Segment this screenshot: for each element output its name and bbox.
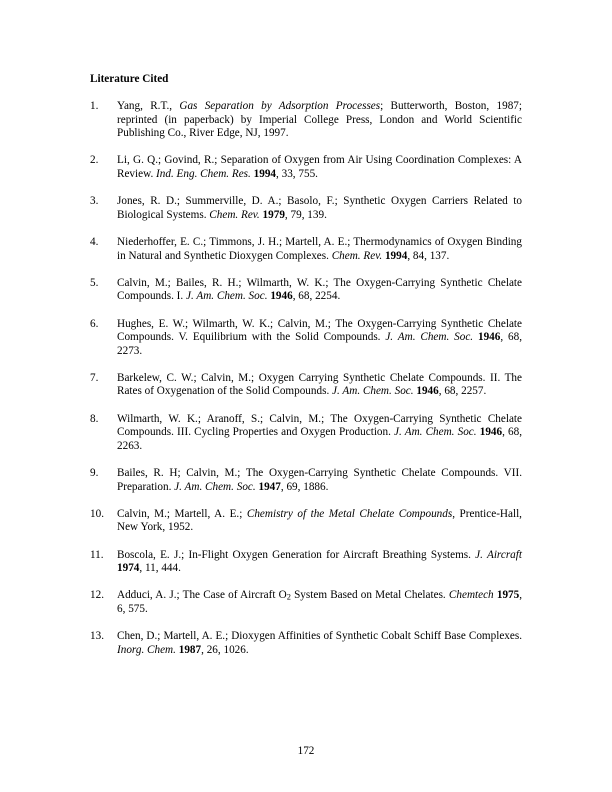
text-segment: , 79, 139. [284, 208, 327, 221]
reference-list [90, 100, 522, 671]
text-segment: Wilmarth, W. K.; Aranoff, S.; Calvin, M.; The Oxygen-Carrying Synthetic Chelate Compounds. III. Cycling Properties and Oxygen Production. [117, 412, 522, 439]
italic-text: Ind. Eng. Chem. Res. [156, 167, 251, 180]
reference-number: 5. [90, 276, 99, 289]
document-page [90, 0, 522, 792]
year-bold: 1987 [178, 643, 202, 656]
reference-number: 6. [90, 317, 99, 330]
italic-text: J. Am. Chem. Soc. [385, 331, 474, 344]
text-segment: , 84, 137. [407, 249, 450, 262]
reference-number: 11. [90, 548, 104, 561]
reference-text [117, 100, 522, 139]
reference-number: 4. [90, 235, 99, 248]
reference-text [117, 277, 522, 303]
reference-text [117, 318, 522, 357]
reference-number: 13. [90, 630, 104, 643]
year-bold: 1994 [384, 249, 408, 262]
section-heading: Literature Cited [90, 73, 169, 85]
reference-text [117, 372, 522, 398]
text-segment: , 26, 1026. [201, 643, 249, 656]
reference-text [117, 630, 522, 656]
reference-item [90, 154, 522, 181]
reference-text [117, 467, 522, 493]
italic-text: Gas Separation by Adsorption Processes [179, 100, 381, 112]
text-segment: Chen, D.; Martell, A. E.; Dioxygen Affinities of Synthetic Cobalt Schiff Base Complexes. [117, 630, 522, 643]
reference-text [117, 154, 522, 180]
italic-text: Chem. Rev. [331, 249, 383, 262]
reference-item [90, 195, 522, 222]
text-segment: System Based on Metal Chelates. [290, 589, 449, 602]
year-bold: 1946 [479, 426, 503, 439]
reference-number: 1. [90, 100, 99, 112]
text-segment: Niederhoffer, E. C.; Timmons, J. H.; Martell, A. E.; Thermodynamics of Oxygen Binding in Natural and Synthetic Dioxygen Complexes. [117, 235, 522, 262]
italic-text: Inorg. Chem. [117, 643, 176, 656]
reference-item [90, 589, 522, 616]
page-number: 172 [297, 745, 315, 757]
text-segment: Yang, R.T., [117, 100, 180, 112]
reference-number: 2. [90, 154, 99, 167]
italic-text: J. Am. Chem. Soc. [394, 426, 477, 439]
reference-item [90, 372, 522, 399]
subscript: 2 [286, 593, 291, 603]
text-segment: , 69, 1886. [280, 480, 329, 493]
reference-item [90, 413, 522, 454]
reference-number: 9. [90, 467, 99, 480]
text-segment: Bailes, R. H; Calvin, M.; The Oxygen-Carrying Synthetic Chelate Compounds. VII. Preparation. [117, 467, 522, 493]
text-segment: , Prentice-Hall, New York, 1952. [117, 507, 522, 534]
reference-item [90, 467, 522, 494]
reference-text [117, 236, 522, 262]
reference-text [117, 508, 522, 534]
italic-text: J. Am. Chem. Soc. [186, 290, 268, 303]
text-segment: , 33, 755. [276, 167, 318, 180]
italic-text: Chemistry of the Metal Chelate Compounds [246, 507, 453, 520]
year-bold: 1946 [270, 290, 293, 303]
reference-number: 12. [90, 589, 104, 602]
year-bold: 1947 [258, 480, 281, 493]
text-segment: Li, G. Q.; Govind, R.; Separation of Oxygen from Air Using Coordination Complexes: A Review. [117, 154, 522, 180]
text-segment: , 11, 444. [139, 562, 181, 575]
text-segment: Boscola, E. J.; In-Flight Oxygen Generation for Aircraft Breathing Systems. [117, 548, 476, 561]
reference-text [117, 195, 522, 221]
italic-text: Chem. Rev. [209, 208, 260, 221]
reference-number: 10. [90, 507, 104, 520]
text-segment: Calvin, M.; Martell, A. E.; [117, 507, 247, 520]
reference-text [117, 549, 522, 575]
text-segment: , 68, 2254. [292, 290, 341, 303]
italic-text: J. Aircraft [475, 548, 522, 561]
text-segment: Barkelew, C. W.; Calvin, M.; Oxygen Carrying Synthetic Chelate Compounds. II. The Rates of Oxygenation of the Solid Compounds. [117, 371, 522, 398]
year-bold: 1994 [253, 167, 276, 180]
text-segment: Calvin, M.; Bailes, R. H.; Wilmarth, W. K.; The Oxygen-Carrying Synthetic Chelate Compounds. I. [117, 276, 522, 303]
reference-item [90, 630, 522, 657]
reference-item [90, 318, 522, 359]
italic-text: J. Am. Chem. Soc. [332, 385, 414, 398]
text-segment: , 68, 2273. [117, 331, 522, 357]
text-segment: Hughes, E. W.; Wilmarth, W. K.; Calvin, M.; The Oxygen-Carrying Synthetic Chelate Compounds. V. Equilibrium with the Solid Compounds. [117, 317, 522, 344]
year-bold: 1975 [496, 589, 520, 602]
text-segment: Adduci, A. J.; The Case of Aircraft O [117, 589, 287, 602]
year-bold: 1946 [416, 385, 439, 398]
year-bold: 1979 [262, 208, 285, 221]
reference-item [90, 549, 522, 576]
year-bold: 1974 [117, 562, 140, 575]
text-segment: , 68, 2257. [438, 385, 487, 398]
reference-item [90, 100, 522, 141]
reference-item [90, 236, 522, 263]
reference-number: 3. [90, 195, 99, 208]
text-segment: ; Butterworth, Boston, 1987; reprinted (in paperback) by Imperial College Press, London and World Scientific Publishing Co., River Edge, NJ, 1997. [117, 100, 522, 140]
text-segment: , 6, 575. [117, 589, 523, 615]
reference-number: 7. [90, 371, 99, 384]
reference-text [117, 413, 522, 452]
reference-item [90, 508, 522, 535]
reference-item [90, 277, 522, 304]
reference-text [117, 589, 522, 615]
italic-text: Chemtech [448, 589, 494, 602]
text-segment: , 68, 2263. [117, 426, 523, 452]
italic-text: J. Am. Chem. Soc. [174, 480, 256, 493]
reference-number: 8. [90, 412, 99, 425]
text-segment: Jones, R. D.; Summerville, D. A.; Basolo, F.; Synthetic Oxygen Carriers Related to Biological Systems. [117, 195, 522, 221]
year-bold: 1946 [477, 331, 501, 344]
